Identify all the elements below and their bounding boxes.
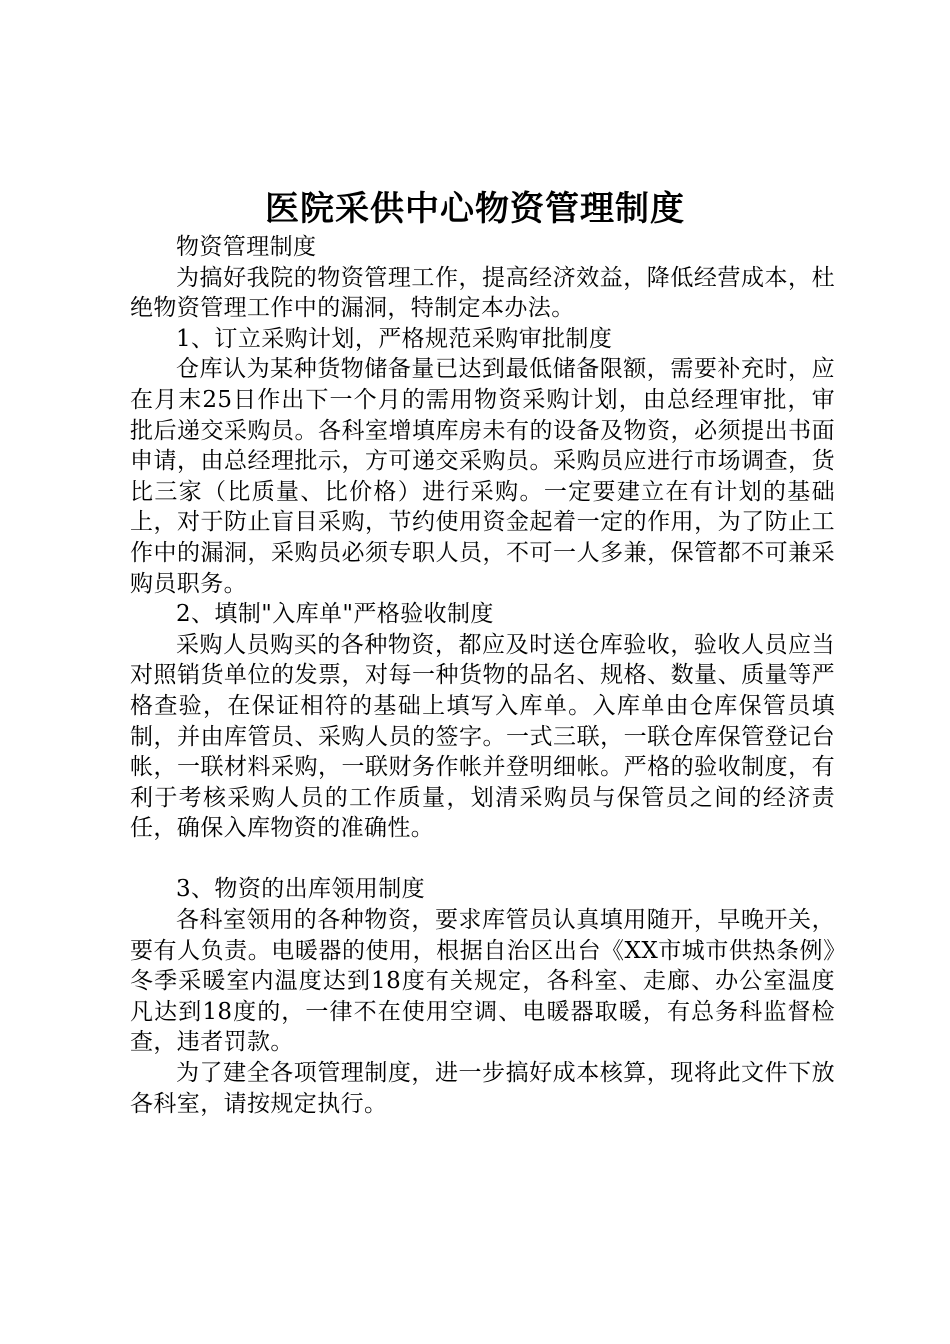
blank-line <box>130 844 835 875</box>
section-subtitle: 物资管理制度 <box>176 234 317 260</box>
document-title: 医院采供中心物资管理制度 <box>265 189 685 229</box>
document-body <box>130 232 835 1119</box>
section-1-paragraph: 仓库认为某种货物储备量已达到最低储备限额，需要补充时，应在月末25日作出下一个月的需用物资采购计划，由总经理审批，审批后递交采购员。各科室增填库房未有的设备及物资，必须提出书面申请，由总经理批示，方可递交采购员。采购员应进行市场调查，货比三家（比质量、比价格）进行采购。一定要建立在有计划的基础上，对于防止盲目采购，节约使用资金起着一定的作用，为了防止工作中的漏洞，采购员必须专职人员，不可一人多兼，保管都不可兼采购员职务。 <box>130 356 835 597</box>
section-heading-2: 2、填制"入库单"严格验收制度 <box>176 601 494 628</box>
section-heading-1: 1、订立采购计划，严格规范采购审批制度 <box>176 325 613 352</box>
section-heading-3: 3、物资的出库领用制度 <box>176 876 426 903</box>
closing-paragraph: 为了建全各项管理制度，进一步搞好成本核算，现将此文件下放各科室，请按规定执行。 <box>130 1060 835 1117</box>
intro-paragraph: 为搞好我院的物资管理工作，提高经济效益，降低经营成本，杜绝物资管理工作中的漏洞，特制定本办法。 <box>130 264 835 322</box>
section-2-paragraph: 采购人员购买的各种物资，都应及时送仓库验收，验收人员应当对照销货单位的发票，对每一种货物的品名、规格、数量、质量等严格查验，在保证相符的基础上填写入库单。入库单由仓库保管员填制，并由库管员、采购人员的签字。一式三联，一联仓库保管登记台帐，一联材料采购，一联财务作帐并登明细帐。严格的验收制度，有利于考核采购人员的工作质量，划清采购员与保管员之间的经济责任，确保入库物资的准确性。 <box>130 631 835 842</box>
section-3-paragraph: 各科室领用的各种物资，要求库管员认真填用随开，早晚开关，要有人负责。电暖器的使用，根据自治区出台《XX市城市供热条例》冬季采暖室内温度达到18度有关规定，各科室、走廊、办公室温度凡达到18度的，一律不在使用空调、电暖器取暖，有总务科监督检查，违者罚款。 <box>130 907 835 1056</box>
